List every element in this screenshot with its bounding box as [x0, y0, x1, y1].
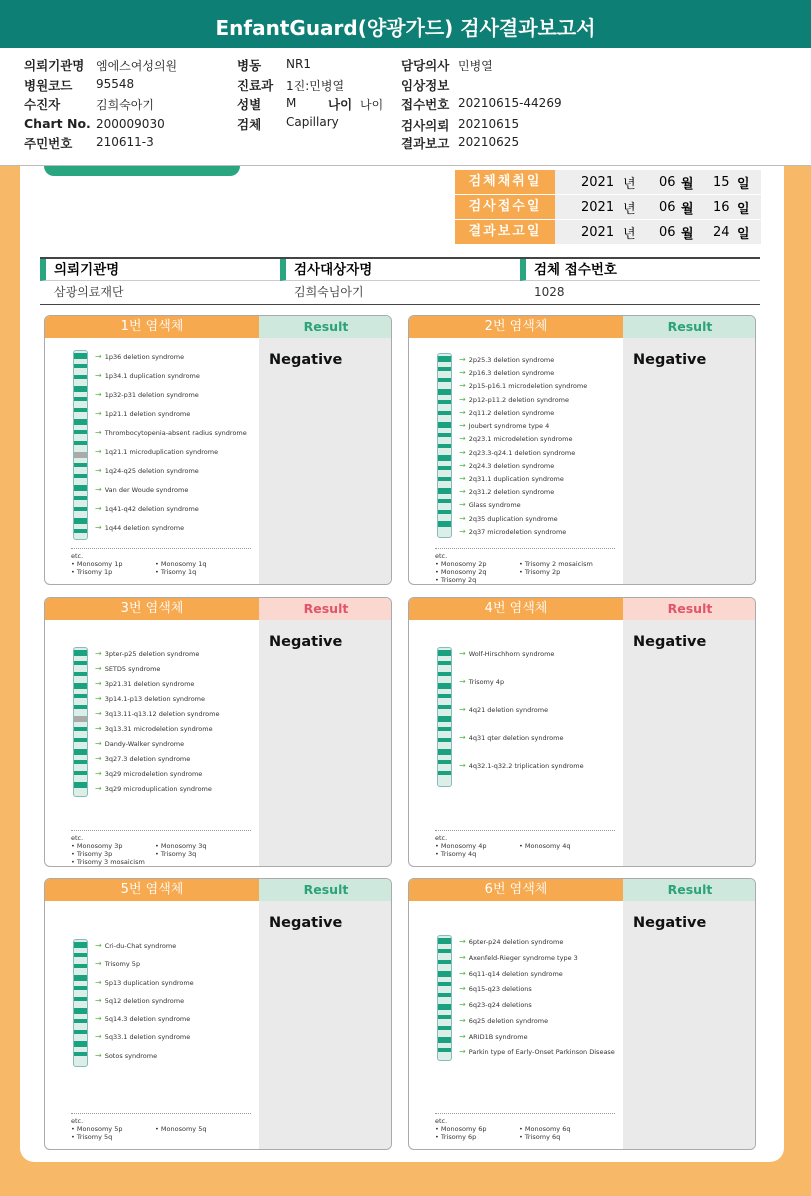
chromosome-band: [438, 477, 451, 481]
chromosome-card: [44, 597, 392, 867]
syndrome-label: → 4q21 deletion syndrome: [459, 705, 548, 714]
etc-list: [71, 1117, 251, 1141]
etc-list: [435, 552, 615, 584]
syndrome-label: → 2q31.1 duplication syndrome: [459, 474, 564, 483]
syndrome-label: → Wolf-Hirschhorn syndrome: [459, 649, 554, 658]
chromosome-band: [438, 378, 451, 382]
decorative-tab: [44, 166, 240, 176]
etc-item: etc.: [435, 552, 448, 560]
summary-subject: 김희숙님아기: [294, 285, 364, 299]
result-body: [259, 901, 392, 1149]
chromosome-band: [438, 433, 451, 437]
etc-list: [71, 552, 251, 576]
date-table: [455, 170, 761, 245]
syndrome-label: → Thrombocytopenia-absent radius syndrome: [95, 428, 247, 437]
syndrome-label: → 3q27.3 deletion syndrome: [95, 754, 190, 763]
chromosome-title: 1번 염색체: [45, 316, 259, 338]
divider: [435, 548, 615, 549]
syndrome-label: → 1p32-p31 deletion syndrome: [95, 390, 199, 399]
chromosome-band: [74, 716, 87, 722]
chromosome-band: [74, 683, 87, 689]
chromosome-band: [438, 499, 451, 503]
chromosome-band: [74, 430, 87, 434]
month-unit: 월: [681, 201, 694, 217]
chromosome-ideogram: [437, 647, 452, 787]
chromosome-band: [74, 727, 87, 731]
chromosome-band: [438, 771, 451, 775]
etc-item: • Trisomy 3q: [155, 850, 197, 858]
chromosome-band: [74, 529, 87, 533]
date-month: 06: [659, 174, 676, 190]
syndrome-label: → Parkin type of Early-Onset Parkinson Disease: [459, 1047, 615, 1056]
date-year: 2021: [581, 224, 615, 240]
sex-label: 성별: [237, 97, 262, 112]
etc-item: • Monosomy 5q: [155, 1125, 207, 1133]
chromosome-band: [438, 960, 451, 964]
chromosome-card: [408, 597, 756, 867]
syndrome-label: → SETD5 syndrome: [95, 664, 160, 673]
etc-item: etc.: [435, 834, 448, 842]
syndrome-label: → 5q12 deletion syndrome: [95, 996, 184, 1005]
sex-value: M: [286, 96, 297, 110]
chromosome-band: [438, 738, 451, 742]
specimen-label: 검체: [237, 117, 262, 132]
result-body: [623, 620, 756, 866]
date-day: 16: [713, 199, 730, 215]
chromosome-band: [438, 444, 451, 448]
chromosome-band: [74, 661, 87, 665]
dept-value: 1진:민병열: [286, 79, 345, 93]
syndrome-label: → 3q13.31 microdeletion syndrome: [95, 724, 213, 733]
chromosome-band: [438, 422, 451, 428]
result-body: [623, 338, 756, 584]
date-label: 검체채취일: [455, 170, 555, 194]
chromosome-band: [438, 727, 451, 731]
chromosome-title: 4번 염색체: [409, 598, 623, 620]
syndrome-label: → 3p21.31 deletion syndrome: [95, 679, 194, 688]
chromosome-band: [438, 749, 451, 755]
chromosome-band: [438, 705, 451, 709]
age-label: 나이: [328, 97, 353, 112]
syndrome-label: → 1q44 deletion syndrome: [95, 523, 184, 532]
syndrome-label: → 1p36 deletion syndrome: [95, 352, 184, 361]
syndrome-label: → 2p16.3 deletion syndrome: [459, 368, 554, 377]
ward-label: 병동: [237, 58, 262, 73]
syndrome-label: → 6q15-q23 deletions: [459, 984, 532, 993]
chromosome-band: [438, 411, 451, 415]
syndrome-label: → 6q25 deletion syndrome: [459, 1016, 548, 1025]
syndrome-label: → 1p34.1 duplication syndrome: [95, 371, 200, 380]
etc-item: • Monosomy 1q: [155, 560, 207, 568]
chromosome-band: [74, 738, 87, 742]
chromosome-band: [438, 661, 451, 665]
chromosome-band: [438, 938, 451, 944]
chromosome-band: [74, 997, 87, 1001]
chromosome-band: [438, 760, 451, 764]
chromosome-band: [74, 1052, 87, 1056]
chromosome-band: [74, 441, 87, 445]
chromosome-band: [74, 419, 87, 425]
chromosome-band: [74, 782, 87, 788]
chromosome-band: [438, 1004, 451, 1010]
divider: [71, 830, 251, 831]
date-day: 15: [713, 174, 730, 190]
syndrome-label: → 6q23-q24 deletions: [459, 1000, 532, 1009]
chromosome-band: [438, 488, 451, 494]
etc-item: • Trisomy 5q: [71, 1133, 113, 1141]
result-value: Negative: [269, 634, 343, 650]
date-value: [555, 195, 761, 219]
syndrome-label: → 2q11.2 deletion syndrome: [459, 408, 554, 417]
chromosome-ideogram: [73, 350, 88, 540]
chromosome-band: [74, 364, 87, 368]
summary-header-receipt: 검체 접수번호: [520, 259, 760, 281]
chromosome-card: [408, 878, 756, 1150]
etc-item: • Trisomy 1p: [71, 568, 113, 576]
doctor-value: 민병열: [458, 59, 493, 73]
chromosome-band: [74, 507, 87, 511]
chromosome-band: [74, 650, 87, 656]
dept-label: 진료과: [237, 78, 274, 93]
result-value: Negative: [633, 352, 707, 368]
syndrome-label: → ARID1B syndrome: [459, 1032, 528, 1041]
date-year: 2021: [581, 199, 615, 215]
chromosome-band: [438, 982, 451, 986]
result-header: Result: [259, 879, 392, 901]
result-header: Result: [623, 879, 756, 901]
syndrome-label: → Trisomy 5p: [95, 959, 140, 968]
date-day: 24: [713, 224, 730, 240]
chromosome-ideogram: [437, 353, 452, 538]
chromosome-title: 2번 염색체: [409, 316, 623, 338]
etc-item: • Monosomy 4q: [519, 842, 571, 850]
institution-value: 엠에스여성의원: [96, 59, 178, 73]
chromosome-band: [74, 386, 87, 392]
chromosome-band: [74, 749, 87, 755]
rrn-value: 210611-3: [96, 135, 154, 149]
chromosome-band: [438, 521, 451, 527]
syndrome-label: → 2q35 duplication syndrome: [459, 514, 558, 523]
etc-item: • Monosomy 2q: [435, 568, 487, 576]
chromosome-band: [438, 367, 451, 371]
chromosome-band: [74, 760, 87, 764]
receipt-value: 20210615-44269: [458, 96, 562, 110]
month-unit: 월: [681, 176, 694, 192]
summary-table: [40, 257, 760, 305]
chromosome-band: [74, 496, 87, 500]
result-header: Result: [623, 316, 756, 338]
chromosome-band: [438, 993, 451, 997]
chromosome-band: [438, 510, 451, 514]
chromosome-band: [74, 942, 87, 948]
etc-item: • Trisomy 2q: [435, 576, 477, 584]
syndrome-label: → 2q24.3 deletion syndrome: [459, 461, 554, 470]
report-value: 20210625: [458, 135, 520, 149]
syndrome-label: → 2q31.2 deletion syndrome: [459, 487, 554, 496]
chromosome-band: [438, 1015, 451, 1019]
etc-list: [435, 1117, 615, 1141]
institution-label: 의뢰기관명: [24, 58, 85, 73]
receipt-label: 접수번호: [401, 97, 450, 112]
date-value: [555, 220, 761, 244]
date-row: [455, 220, 761, 244]
etc-item: • Trisomy 3 mosaicism: [71, 858, 145, 866]
syndrome-label: → Cri-du-Chat syndrome: [95, 941, 176, 950]
chromosome-band: [74, 953, 87, 957]
syndrome-label: → 4q32.1-q32.2 triplication syndrome: [459, 761, 584, 770]
day-unit: 일: [737, 226, 750, 242]
etc-item: • Trisomy 6p: [435, 1133, 477, 1141]
chromosome-band: [74, 397, 87, 401]
report-title: EnfantGuard(양광가드) 검사결과보고서: [0, 0, 811, 48]
syndrome-label: → 3q13.11-q13.12 deletion syndrome: [95, 709, 219, 718]
chromosome-band: [438, 672, 451, 676]
etc-item: • Trisomy 6q: [519, 1133, 561, 1141]
syndrome-label: → 1q41-q42 deletion syndrome: [95, 504, 199, 513]
chromosome-band: [438, 716, 451, 722]
chromosome-band: [74, 463, 87, 467]
chromosome-band: [74, 518, 87, 524]
chromosome-title: 5번 염색체: [45, 879, 259, 901]
result-header: Result: [623, 598, 756, 620]
chromosome-band: [74, 672, 87, 676]
syndrome-label: → 1p21.1 deletion syndrome: [95, 409, 190, 418]
date-month: 06: [659, 224, 676, 240]
chromosome-band: [74, 452, 87, 458]
date-year: 2021: [581, 174, 615, 190]
result-header: Result: [259, 598, 392, 620]
report-label: 결과보고: [401, 136, 450, 151]
etc-item: • Monosomy 5p: [71, 1125, 123, 1133]
chromosome-card: [44, 878, 392, 1150]
chromosome-ideogram: [73, 939, 88, 1067]
syndrome-label: → Dandy-Walker syndrome: [95, 739, 184, 748]
chromosome-band: [438, 1026, 451, 1030]
chromosome-band: [74, 1030, 87, 1034]
etc-item: etc.: [71, 1117, 84, 1125]
summary-header-institution: 의뢰기관명: [40, 259, 280, 281]
specimen-value: Capillary: [286, 115, 339, 129]
syndrome-label: → 1q24-q25 deletion syndrome: [95, 466, 199, 475]
rrn-label: 주민번호: [24, 136, 73, 151]
year-unit: 년: [623, 226, 636, 242]
etc-item: etc.: [435, 1117, 448, 1125]
chromosome-title: 6번 염색체: [409, 879, 623, 901]
syndrome-label: → 3q29 microduplication syndrome: [95, 784, 212, 793]
result-body: [623, 901, 756, 1149]
age-value: 나이: [360, 98, 384, 112]
result-value: Negative: [633, 634, 707, 650]
syndrome-label: → Joubert syndrome type 4: [459, 421, 549, 430]
etc-item: • Monosomy 6q: [519, 1125, 571, 1133]
divider: [71, 1113, 251, 1114]
syndrome-label: → 5p13 duplication syndrome: [95, 978, 194, 987]
chromosome-card: [44, 315, 392, 585]
chromosome-band: [74, 964, 87, 968]
syndrome-label: → 2q23.3-q24.1 deletion syndrome: [459, 448, 575, 457]
chromosome-band: [74, 986, 87, 990]
syndrome-label: → Sotos syndrome: [95, 1051, 157, 1060]
date-label: 검사접수일: [455, 195, 555, 219]
month-unit: 월: [681, 226, 694, 242]
etc-item: • Monosomy 4p: [435, 842, 487, 850]
result-value: Negative: [269, 915, 343, 931]
day-unit: 일: [737, 176, 750, 192]
chromosome-card: [408, 315, 756, 585]
syndrome-label: → 5q14.3 deletion syndrome: [95, 1014, 190, 1023]
request-label: 검사의뢰: [401, 118, 450, 133]
result-body: [259, 620, 392, 866]
chromosome-ideogram: [73, 647, 88, 797]
summary-institution: 삼광의료재단: [54, 285, 124, 299]
chromosome-band: [74, 353, 87, 359]
chromosome-band: [74, 1008, 87, 1014]
chromosome-band: [438, 1048, 451, 1052]
summary-receipt: 1028: [534, 285, 565, 299]
chromosome-band: [74, 705, 87, 709]
date-row: [455, 170, 761, 194]
summary-header-subject: 검사대상자명: [280, 259, 520, 281]
etc-item: • Trisomy 2p: [519, 568, 561, 576]
syndrome-label: → 1q21.1 microduplication syndrome: [95, 447, 218, 456]
hospital-code-label: 병원코드: [24, 78, 73, 93]
chromosome-band: [438, 466, 451, 470]
divider: [435, 1113, 615, 1114]
syndrome-label: → Axenfeld-Rieger syndrome type 3: [459, 953, 578, 962]
day-unit: 일: [737, 201, 750, 217]
examinee-label: 수진자: [24, 97, 61, 112]
year-unit: 년: [623, 201, 636, 217]
syndrome-label: → 3pter-p25 deletion syndrome: [95, 649, 199, 658]
syndrome-label: → Glass syndrome: [459, 500, 521, 509]
syndrome-label: → 4q31 qter deletion syndrome: [459, 733, 563, 742]
date-value: [555, 170, 761, 194]
chart-value: 200009030: [96, 117, 165, 131]
chromosome-band: [74, 375, 87, 379]
chromosome-band: [74, 485, 87, 491]
syndrome-label: → 6q11-q14 deletion syndrome: [459, 969, 563, 978]
etc-item: • Monosomy 2p: [435, 560, 487, 568]
etc-item: • Monosomy 3q: [155, 842, 207, 850]
chromosome-band: [438, 455, 451, 461]
syndrome-label: → 2q23.1 microdeletion syndrome: [459, 434, 572, 443]
year-unit: 년: [623, 176, 636, 192]
etc-item: • Monosomy 3p: [71, 842, 123, 850]
syndrome-label: → 3p14.1-p13 deletion syndrome: [95, 694, 205, 703]
result-value: Negative: [269, 352, 343, 368]
date-label: 결과보고일: [455, 220, 555, 244]
etc-item: • Monosomy 6p: [435, 1125, 487, 1133]
syndrome-label: → 3q29 microdeletion syndrome: [95, 769, 202, 778]
etc-item: • Trisomy 3p: [71, 850, 113, 858]
syndrome-label: → Van der Woude syndrome: [95, 485, 188, 494]
chromosome-title: 3번 염색체: [45, 598, 259, 620]
ward-value: NR1: [286, 57, 311, 71]
chromosome-band: [74, 1041, 87, 1047]
examinee-value: 김희숙아기: [96, 98, 154, 112]
date-row: [455, 195, 761, 219]
chromosome-band: [438, 400, 451, 404]
etc-item: • Trisomy 2 mosaicism: [519, 560, 593, 568]
etc-item: etc.: [71, 552, 84, 560]
etc-item: • Trisomy 1q: [155, 568, 197, 576]
chromosome-band: [438, 949, 451, 953]
result-value: Negative: [633, 915, 707, 931]
chromosome-band: [438, 389, 451, 395]
syndrome-label: → 2p12-p11.2 deletion syndrome: [459, 395, 569, 404]
syndrome-label: → 6pter-p24 deletion syndrome: [459, 937, 563, 946]
syndrome-label: → 5q33.1 deletion syndrome: [95, 1032, 190, 1041]
date-month: 06: [659, 199, 676, 215]
etc-item: • Monosomy 1p: [71, 560, 123, 568]
patient-info: [0, 48, 811, 166]
divider: [435, 830, 615, 831]
divider: [71, 548, 251, 549]
hospital-code-value: 95548: [96, 77, 135, 91]
chromosome-band: [438, 971, 451, 977]
chromosome-band: [438, 683, 451, 689]
chromosome-band: [438, 650, 451, 656]
chromosome-band: [438, 694, 451, 698]
chromosome-band: [74, 694, 87, 698]
chromosome-band: [438, 356, 451, 362]
chart-label: Chart No.: [24, 116, 91, 131]
clinical-label: 임상정보: [401, 78, 450, 93]
etc-list: [71, 834, 251, 866]
syndrome-label: → 2p25.3 deletion syndrome: [459, 355, 554, 364]
request-value: 20210615: [458, 117, 520, 131]
chromosome-band: [438, 1037, 451, 1043]
chromosome-band: [74, 408, 87, 412]
syndrome-label: → 2q37 microdeletion syndrome: [459, 527, 566, 536]
syndrome-label: → Trisomy 4p: [459, 677, 504, 686]
doctor-label: 담당의사: [401, 58, 450, 73]
chromosome-band: [74, 975, 87, 981]
chromosome-band: [74, 474, 87, 478]
chromosome-band: [74, 771, 87, 775]
etc-list: [435, 834, 615, 858]
etc-item: • Trisomy 4q: [435, 850, 477, 858]
syndrome-label: → 2p15-p16.1 microdeletion syndrome: [459, 381, 587, 390]
result-header: Result: [259, 316, 392, 338]
etc-item: etc.: [71, 834, 84, 842]
result-body: [259, 338, 392, 584]
chromosome-band: [74, 1019, 87, 1023]
chromosome-ideogram: [437, 935, 452, 1061]
